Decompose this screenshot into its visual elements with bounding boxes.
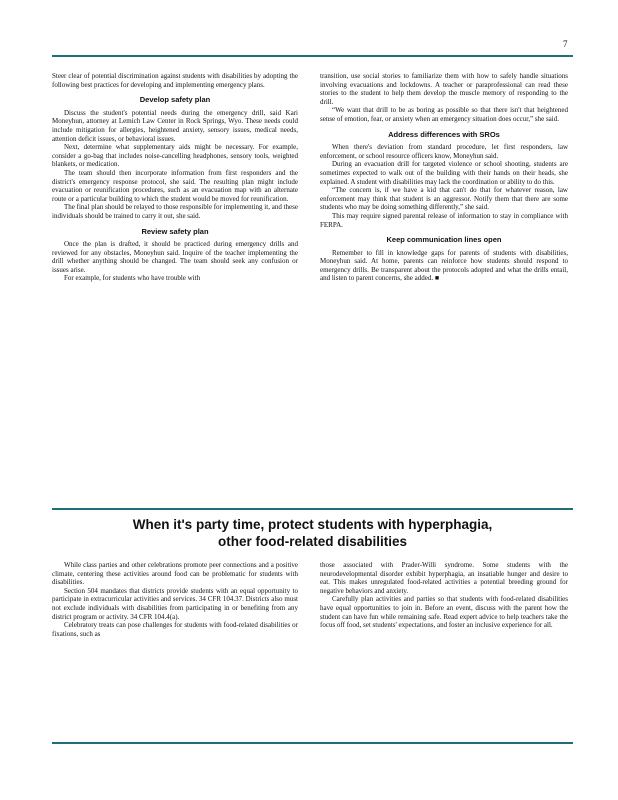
- paragraph: Carefully plan activities and parties so that students with food-related disabilities have equal opportunities to join in. Before an event, discuss with the parent how the student can have fun while remaining safe. Read expert advice to help teachers take the focus off food, set students' expectations, and foster an inclusive experience for all.: [320, 595, 568, 630]
- section-heading: Develop safety plan: [139, 95, 211, 105]
- paragraph: During an evacuation drill for targeted violence or school shooting, students are sometimes expected to walk out of the building with their hands on their heads, she explained. A student with disabilities may lack the coordination or ability to do this.: [320, 160, 568, 186]
- paragraph: This may require signed parental release of information to stay in compliance with FERPA.: [320, 211, 568, 229]
- paragraph: those associated with Prader-Willi syndrome. Some students with the neurodevelopmental disorder exhibit hyperphagia, an insatiable hunger and desire to eat. This makes unregulated food-related activities a potential breeding ground for negative behaviors and anxiety.: [320, 561, 568, 595]
- section-heading: Review safety plan: [141, 226, 209, 236]
- article-column-3: [52, 561, 298, 638]
- bottom-rule: [52, 742, 573, 744]
- paragraph: While class parties and other celebrations promote peer connections and a positive climate, centering these activities around food can be problematic for students with disabilities.: [52, 561, 298, 587]
- headline-line-1: When it's party time, protect students with hyperphagia,: [132, 517, 493, 532]
- paragraph: “We want that drill to be as boring as possible so that there isn't that heightened sense of emotion, fear, or anxiety when an emergency situation does occur,” she said.: [320, 106, 568, 123]
- paragraph: “The concern is, if we have a kid that can't do that for whatever reason, law enforcement may think that student is an aggressor. Notify them that there are some students who may be doing something differently,” she said.: [320, 186, 568, 212]
- intro-paragraph: Steer clear of potential discrimination against students with disabilities by adopting the following best practices for developing and implementing emergency plans.: [52, 72, 298, 89]
- paragraph: For example, for students who have trouble with: [64, 274, 201, 283]
- paragraph: Section 504 mandates that districts provide students with an equal opportunity to participate in extracurricular activities and services. 34 CFR 104.37. Districts also must not exclude individuals with disabilities from participating in or benefiting from any district program or activity. 34 CFR 104.4(a).: [52, 586, 298, 621]
- section-heading: Address differences with SROs: [388, 129, 500, 139]
- section-heading: Keep communication lines open: [386, 235, 502, 245]
- article-column-4: [320, 561, 568, 630]
- section-divider-rule: [52, 508, 573, 510]
- article-column-2: [320, 72, 568, 283]
- article-column-1: [52, 72, 298, 283]
- paragraph: Celebratory treats can pose challenges for students with food-related disabilities or fixations, such as: [52, 621, 298, 638]
- paragraph: Remember to fill in knowledge gaps for parents of students with disabilities, Moneyhun said. At home, parents can reinforce how students should respond to emergency drills. Be transparent about the protocols adopted and what the drills entail, and listen to parent concerns, she added. ■: [320, 248, 568, 283]
- paragraph: The team should then incorporate information from first responders and the district's emergency response protocol, she said. The resulting plan might include evacuation or reunification procedures, such as an evacuation map with an alternate route or a particular building to which the student would be moved for reunification.: [52, 168, 298, 203]
- article-headline: [52, 516, 573, 550]
- paragraph: Next, determine what supplementary aids might be necessary. For example, consider a go-bag that includes noise-cancelling headphones, sensory tools, weighted blankets, or medication.: [52, 143, 298, 169]
- paragraph: Once the plan is drafted, it should be practiced during emergency drills and reviewed for any obstacles, Moneyhun said. Inquire of the teacher implementing the drill whether anything should be changed. The team should seek any confusion or issues arise.: [52, 240, 298, 274]
- page-number: 7: [563, 39, 568, 49]
- paragraph: transition, use social stories to familiarize them with how to safely handle situations involving evacuations and lockdowns. A teacher or paraprofessional can read these stories to the student to help them develop the muscle memory of responding to the drill.: [320, 72, 568, 106]
- top-rule: [52, 55, 573, 57]
- paragraph: When there's deviation from standard procedure, let first responders, law enforcement, or school resource officers know, Moneyhun said.: [320, 143, 568, 160]
- headline-line-2: other food-related disabilities: [217, 534, 408, 549]
- paragraph: The final plan should be relayed to those responsible for implementing it, and these individuals should be trained to carry it out, she said.: [52, 203, 298, 220]
- paragraph: Discuss the student's potential needs during the emergency drill, said Kari Moneyhun, attorney at Lemich Law Center in Rock Springs, Wyo. These needs could include mitigation for allergies, heightened anxiety, sensory issues, medical needs, attention deficit issues, or behavioral issues.: [52, 108, 298, 143]
